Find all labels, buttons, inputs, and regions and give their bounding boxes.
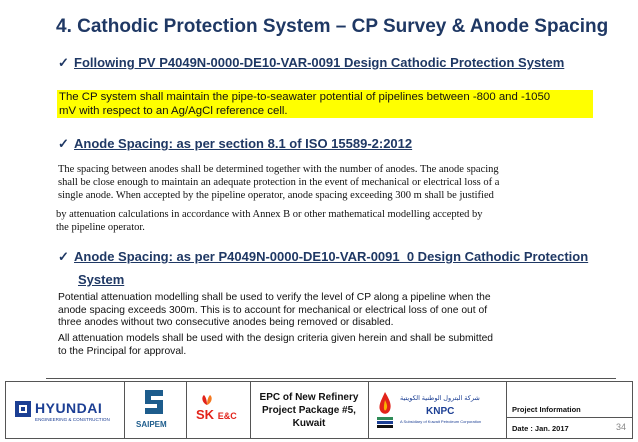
ec-text: E&C: [217, 411, 237, 421]
project-info-label: Project Information: [512, 405, 581, 414]
iso-line: single anode. When accepted by the pipeline operator, anode spacing exceeding 300 m shall be justified: [58, 190, 494, 201]
bullet-text: Anode Spacing: as per P4049N-0000-DE10-VAR-0091_0 Design Cathodic Protection: [74, 249, 589, 264]
design-line: anode spacing exceeds 300m. This is to account for mechanical or electrical loss of one out of: [58, 304, 488, 316]
sk-text: SK: [196, 407, 215, 422]
bullet-iso-anode-spacing: [58, 136, 412, 152]
iso-line: shall be close enough to maintain an adequate protection in the event of mechanical or electrical loss of a: [58, 177, 500, 188]
document-date: Date : Jan. 2017: [512, 424, 569, 433]
highlighted-requirement: [57, 90, 593, 118]
saipem-logo-cell: [124, 382, 187, 438]
sk-butterfly-icon: [200, 393, 214, 407]
slide-title: 4. Cathodic Protection System – CP Survey & Anode Spacing: [56, 16, 609, 37]
knpc-wordmark: KNPC: [426, 406, 455, 417]
footer-bar: [5, 381, 633, 439]
knpc-arabic-name: شركة البترول الوطنية الكويتية: [400, 395, 480, 402]
knpc-flame-icon: [374, 390, 396, 430]
highlight-line: mV with respect to an Ag/AgCl reference cell.: [59, 105, 288, 117]
knpc-logo-cell: [368, 382, 507, 438]
bullet-text: Anode Spacing: as per section 8.1 of ISO 15589-2:2012: [74, 136, 413, 151]
package-line: Kuwait: [292, 417, 326, 429]
iso-excerpt: [58, 163, 618, 202]
hyundai-subtitle: ENGINEERING & CONSTRUCTION: [35, 417, 110, 422]
knpc-subtitle: A Subsidiary of Kuwait Petroleum Corporation: [400, 419, 482, 424]
iso-excerpt-continued: [56, 208, 616, 234]
page-number: 34: [616, 422, 627, 432]
content-divider: [46, 378, 616, 379]
package-line: EPC of New Refinery: [259, 391, 359, 403]
project-package-cell: [250, 382, 369, 438]
checkmark-icon: ✓: [58, 249, 69, 264]
design-line: to the Principal for approval.: [58, 345, 187, 357]
bullet-text: Following PV P4049N-0000-DE10-VAR-0091 Design Cathodic Protection System: [74, 55, 565, 70]
project-info-divider: [506, 417, 632, 418]
hyundai-logo-icon: [14, 400, 32, 418]
design-line: Potential attenuation modelling shall be used to verify the level of CP along a pipeline when the: [58, 292, 491, 303]
iso-line: The spacing between anodes shall be determined together with the number of anodes. The anode spacing: [58, 164, 499, 175]
checkmark-icon: ✓: [58, 136, 69, 151]
sk-logo-cell: [186, 382, 251, 438]
design-excerpt: [58, 292, 618, 330]
hyundai-wordmark: HYUNDAI: [35, 400, 103, 416]
checkmark-icon: ✓: [58, 55, 69, 70]
bullet-design-cp-system: [58, 55, 564, 71]
hyundai-logo-cell: [6, 382, 125, 438]
design-excerpt-continued: [58, 333, 618, 358]
bullet-design-anode-spacing: [58, 249, 588, 265]
project-info-cell: [506, 382, 632, 438]
saipem-logo-icon: [143, 388, 165, 416]
sk-wordmark: [196, 407, 237, 422]
bullet-text: System: [78, 272, 125, 287]
bullet-design-anode-spacing-cont: [78, 272, 124, 287]
package-line: Project Package #5,: [262, 404, 356, 416]
design-line: three anodes without two consecutive anodes being removed or disabled.: [58, 317, 394, 329]
saipem-wordmark: SAIPEM: [136, 420, 167, 429]
highlight-line: The CP system shall maintain the pipe-to-seawater potential of pipelines between -800 and -1050: [59, 91, 551, 103]
design-line: All attenuation models shall be used with the design criteria given herein and shall be submitted: [58, 333, 494, 344]
iso-line: by attenuation calculations in accordance with Annex B or other mathematical modelling accepted by: [56, 209, 483, 220]
iso-line: the pipeline operator.: [56, 222, 145, 233]
